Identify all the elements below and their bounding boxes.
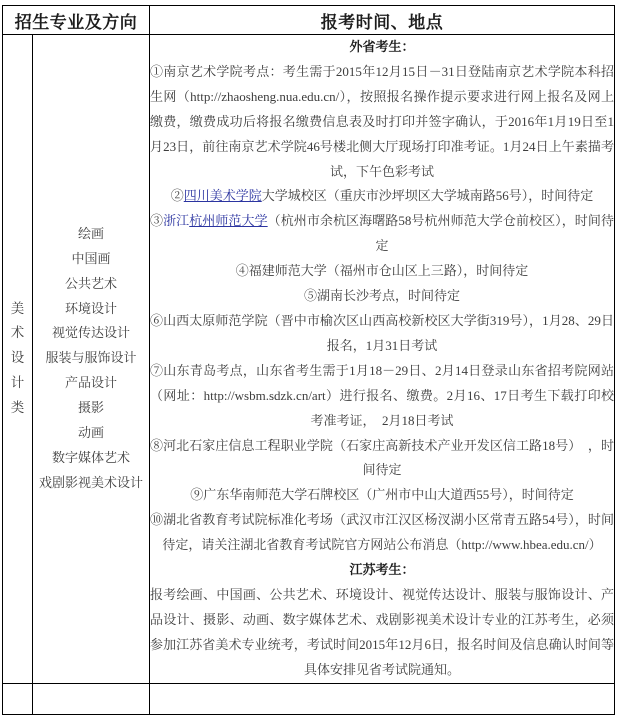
exam-site-paragraph: ⑦山东青岛考点，山东省考生需于1月18－29日、2月14日登录山东省招考院网站（网址：http://wsbm.sdzk.cn/art）进行报名、缴费。2月16、17日考生下载打印校考准考证， 2月18日考试 — [150, 362, 614, 428]
major-item: 环境设计 — [64, 300, 117, 316]
major-item: 视觉传达设计 — [51, 325, 130, 341]
exam-info-cell — [150, 35, 615, 684]
exam-site-paragraph: ②四川美术学院大学城校区（重庆市沙坪坝区大学城南路56号），时间待定 — [170, 188, 594, 204]
next-row-cell-majors — [33, 683, 150, 714]
major-item: 中国画 — [71, 250, 111, 266]
majors-cell — [33, 35, 150, 684]
category-char: 设 — [10, 350, 25, 366]
major-item: 戏剧影视美术设计 — [38, 474, 143, 490]
school-link[interactable]: 四川美术学院 — [183, 188, 262, 204]
admissions-table — [2, 5, 615, 715]
exam-info-content — [150, 35, 614, 683]
exam-site-paragraph: ④福建师范大学（福州市仓山区上三路），时间待定 — [235, 263, 529, 279]
category-char: 类 — [10, 400, 25, 416]
major-item: 动画 — [77, 425, 104, 441]
category-cell — [3, 35, 33, 684]
major-item: 绘画 — [77, 225, 104, 241]
major-item: 产品设计 — [64, 375, 117, 391]
school-link[interactable]: 杭州师范大学 — [189, 213, 268, 229]
exam-site-paragraph: 报考绘画、中国画、公共艺术、环境设计、视觉传达设计、服装与服饰设计、产品设计、摄影、动画、数字媒体艺术、戏剧影视美术设计专业的江苏考生，必须参加江苏省美术专业统考，考试时间2015年12月6日，报名时间及信息确认时间等具体安排见省考试院通知。 — [150, 586, 614, 677]
category-char: 美 — [10, 300, 25, 316]
header-cell-majors: 招生专业及方向 — [3, 6, 150, 35]
table-body-row — [3, 35, 615, 684]
header-cell-exam-info: 报考时间、地点 — [150, 6, 615, 35]
major-item: 摄影 — [77, 400, 104, 416]
major-item: 数字媒体艺术 — [51, 449, 130, 465]
category-vertical-label — [3, 297, 32, 422]
exam-site-paragraph: ⑤湖南长沙考点，时间待定 — [303, 288, 460, 304]
major-item: 公共艺术 — [64, 275, 117, 291]
next-row-partial — [3, 683, 615, 714]
exam-site-paragraph: ⑥山西太原师范学院（晋中市榆次区山西高校新校区大学街319号），1月28、29日报名，1月31日考试 — [150, 312, 614, 353]
major-item: 服装与服饰设计 — [45, 350, 137, 366]
school-link-prefix: 浙江 — [163, 213, 190, 229]
exam-site-paragraph: ①南京艺术学院考点：考生需于2015年12月15日－31日登陆南京艺术学院本科招生网（http://zhaosheng.nua.edu.cn/），按照报名操作提示要求进行网上报名及网上缴费，缴费成功后将报名缴费信息表及时打印并签字确认，于2016年1月19日至1月23日，前往南京艺术学院46号楼北侧大厅现场打印准考证。1月24日上午素描考试，下午色彩考试 — [150, 63, 614, 179]
exam-site-paragraph: ⑨广东华南师范大学石牌校区（广州市中山大道西55号），时间待定 — [190, 487, 574, 503]
majors-list — [33, 222, 149, 496]
exam-site-paragraph: ③浙江杭州师范大学（杭州市余杭区海曙路58号杭州师范大学仓前校区），时间待定 — [150, 213, 614, 254]
exam-site-paragraph: ⑧河北石家庄信息工程职业学院（石家庄高新技术产业开发区信工路18号） ，时间待定 — [150, 437, 614, 478]
section-heading: 江苏考生： — [349, 562, 415, 578]
category-char: 术 — [10, 325, 25, 341]
next-row-cell-category — [3, 683, 33, 714]
exam-site-paragraph: ⑩湖北省教育考试院标准化考场（武汉市江汉区杨汊湖小区常青五路54号），时间待定，请关注湖北省教育考试院官方网站公布消息（http://www.hbea.edu.cn/） — [150, 512, 614, 553]
table-header-row — [3, 6, 615, 35]
next-row-cell-info — [150, 683, 615, 714]
section-heading: 外省考生： — [349, 39, 415, 54]
category-char: 计 — [10, 375, 25, 391]
